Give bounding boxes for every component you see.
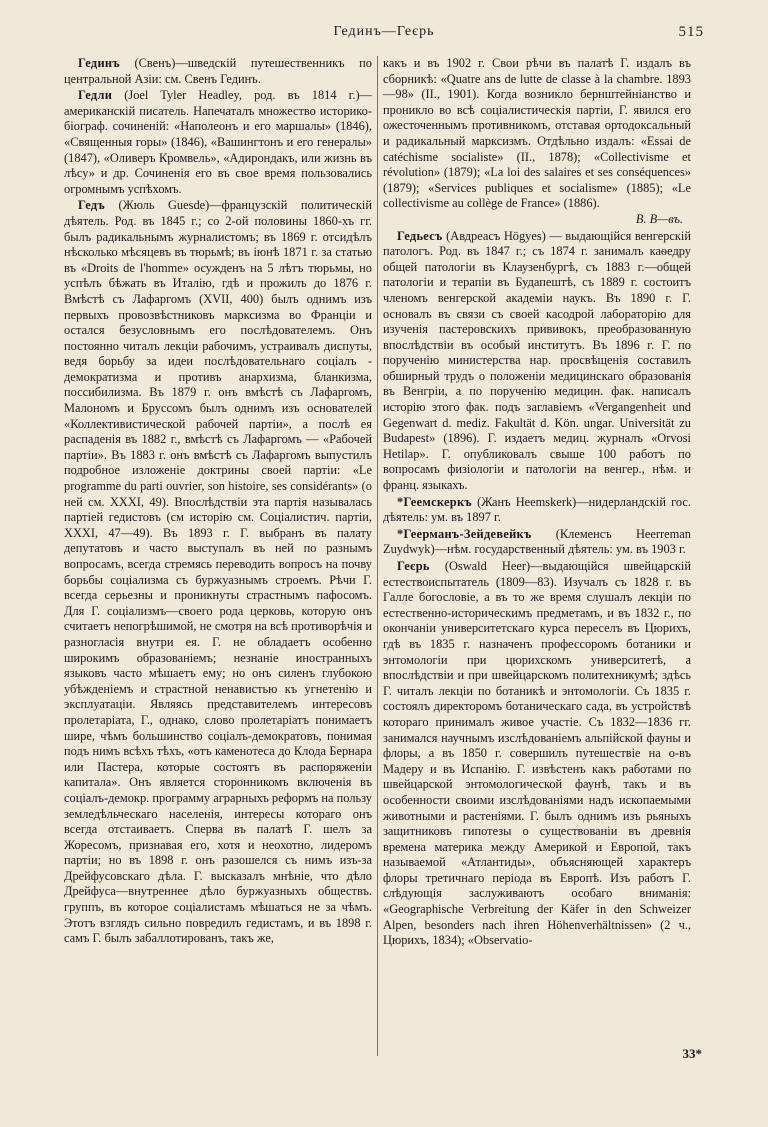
entry-text: (Oswald Heer)—выдающійся швейцарскій естествоиспытатель (1809—83). Изучалъ съ 1828 г. въ Галле богословіе, а въ то же время слушалъ лекціи по естественно-историческимъ предметамъ, и въ 1832 г., по окончаніи университетскаго курса переселъ въ Цюрихъ, гдѣ въ 1835 г. назначенъ профессоромъ ботаники и энтомологіи при цюрихскомъ университетѣ, а впослѣдствіи и при швейцарскомъ политехникумѣ; здѣсь Г. читалъ лекціи по ботаникѣ и энтомологіи. Съ 1835 г. состоялъ директоромъ ботаническаго сада, въ устройствѣ котораго принималъ живое участіе. Съ 1832—1836 гг. занимался научнымъ изслѣдованіемъ альпійской фауны и флоры, а въ 1850 г. совершилъ путешествіе на о-въ Мадеру и въ Испанію. Г. извѣстенъ какъ работами по швейцарской энтомологической фаунѣ, такъ и въ особенности своими изслѣдованіями надъ ископаемыми животными и растеніями. Г. былъ однимъ изъ рьяныхъ защитниковъ гипотезы о существованіи въ древнія времена материка между Америкой и Европой, такъ называемой «Атлантиды», объясняющей характеръ флоры третичнаго періода въ Европѣ. Изъ работъ Г. слѣдующія заслуживаютъ особаго вниманія: «Geographische Verbreitung der Käfer in den Schweizer Alpen, besonders nach ihren Höhenverhältnissen» (2 ч., Цюрихъ, 1834); «Observatio- (383, 559, 691, 948)
right-column (383, 56, 691, 950)
entry-text: (Свенъ)—шведскій путешественникъ по центральной Азіи: см. Свенъ Гединъ. (64, 56, 372, 86)
entry-gedli (64, 88, 372, 197)
entry-text: (Клеменсъ Heerreman Zuydwyk)—нѣм. государственный дѣятель: ум. въ 1903 г. (383, 526, 691, 557)
entry-heer (383, 559, 691, 949)
entry-text: (Авдреасъ Högyes) — выдающійся венгерскій патологъ. Род. въ 1847 г.; съ 1874 г. занималъ каѳедру общей патологіи въ Клаузенбургѣ, съ 1883 г.—общей патологіи и терапіи въ Будапештѣ, съ 1889 г. состоитъ членомъ венгерской академіи наукъ. Въ 1890 г. Г. основалъ въ связи съ своей касодрой лабораторію для изученія пастеровскихъ прививокъ, преобразованную впослѣдствіи въ особый институтъ. Въ 1896 г. Г. по порученію министерства нар. просвѣщенія составилъ обширный трудъ о положеніи медицинскаго образованія въ Венгріи, а по порученію медицин. фак. написалъ исторію этого фак. подъ заглавіемъ «Vergangenheit und Gegenwart d. mediz. Fakultät d. Kön. ungar. Universität zu Budapest» (1896). Г. издаетъ медиц. журналъ «Orvosi Hetilap». Г. опубликовалъ свыше 100 работъ по вопросамъ физіологіи и патологіи на венгер., нѣм. и франц. языкахъ. (383, 228, 691, 493)
entry-text: (Joel Tyler Headley, род. въ 1814 г.)—американскій писатель. Напечаталъ множество историко-біограф. сочиненій: «Наполеонъ и его маршалы» (1846), «Священныя горы» (1846), «Вашингтонъ и его генералы» (1847), «Оливеръ Кромвель», «Адирондакъ, или жизнь въ лѣсу» и др. Сочиненія его въ свое время пользовались огромнымъ успѣхомъ. (64, 88, 372, 196)
page-title: Гединъ—Геєрь (333, 24, 435, 39)
author-signature: В. В—въ. (635, 211, 683, 226)
sheet-signature-mark: 33* (682, 1046, 702, 1061)
headword: Геєрь (397, 559, 430, 573)
entry-ged-continued (383, 56, 691, 228)
running-header (64, 24, 704, 44)
headword: Гедли (78, 88, 113, 103)
entry-text: какъ и въ 1902 г. Свои рѣчи въ палатѣ Г. издалъ въ сборникѣ: «Quatre ans de lutte de classe à la chambre. 1893—98» (II., 1901). Когда возникло бернштейніанство и проникло во всѣ соціалистическія партіи, Г. явился его ожесточеннымъ противникомъ, отставая ортодоксальный и радикальный марксизмъ. Отдѣльно издалъ: «Essai de catéchisme socialiste» (II., 1878); «Collectivisme et révolution» (1879); «La loi des salaires et ses conséquences» (1879); «Services publiques et socialisme» (1885); «Le collectivisme au collège de France» (1886). (383, 56, 691, 211)
headword: Гедъ (78, 198, 105, 213)
column-divider (377, 56, 378, 1056)
entry-text: (Жанъ Heemskerk)—нидерландскій гос. дѣятель: ум. въ 1897 г. (383, 494, 691, 525)
entry-gedyes (383, 229, 691, 494)
entry-text: (Жюль Guesde)—французскій политическій дѣятель. Род. въ 1845 г.; со 2-ой половины 1860-хъ гг. былъ радикальнымъ журналистомъ; въ 1869 г. отсидѣлъ нѣсколько мѣсяцевъ въ тюрьмѣ; въ іюнѣ 1871 г. за статью въ «Droits de l'homme» осужденъ на 5 лѣтъ тюрьмы, но успѣлъ бѣжать въ Италію, гдѣ и прожилъ до 1876 г. Вмѣстѣ съ Лафаргомъ (XVII, 400) былъ однимъ изъ первыхъ провозвѣстниковъ марксизма во Франціи и остался безусловнымъ его послѣдователемъ. Онъ постоянно читалъ лекціи рабочимъ, устраивалъ диспуты, ведя борьбу за идеи послѣдовательнаго соціалъ - демократизма и противъ анархизма, бланкизма, поссибилизма. Въ 1879 г. онъ вмѣстѣ съ Лафаргомъ, Малономъ и Бруссомъ былъ однимъ изъ основателей «Коллективистической рабочей партіи», а послѣ ея распаденія въ 1882 г., вмѣстѣ съ Лафаргомъ — «Рабочей партіи». Въ 1883 г. онъ вмѣстѣ съ Лафаргомъ выпустилъ подробное изложеніе доктрины своей партіи: «Le programme du parti ouvrier, son histoire, ses considérants» (о ней см. XXXI, 49). Впослѣдствіи эта партія называлась партіей гедистовъ (см исторію см. Соціалистич. партіи, XXXI, 47—49). Въ 1893 г. Г. выбранъ въ палату депутатовъ и часто выступалъ въ ней по разнымъ вопросамъ, всегда стремясь переводить вопросъ на почву борьбы соціализма съ буржуазнымъ строемъ. Рѣчи Г. всегда серьезны и проникнуты страстнымъ пафосомъ. Для Г. соціализмъ—своего рода церковь, которую онъ считаетъ непогрѣшимой, не смотря на всѣ противорѣчія и разногласія внутри ея. Г. не обладаетъ особенно широкимъ образованіемъ; незнаніе иностранныхъ языковъ часто мѣшаетъ ему; но онъ силенъ глубокою убѣжденіемъ и страстной ненавистью къ угнетенію и эксплуатаціи. Являясь представителемъ интересовъ пролетаріата, Г., однако, слово пролетаріатъ понимаетъ шире, чѣмъ большинство соціалъ-демократовъ, понимая подъ нимъ всѣхъ тѣхъ, «отъ каменотеса до Клода Бернара или Пастера, которые состоятъ въ распоряженіи капитала». Онъ является сторонникомъ включенія въ соціалъ-демокр. программу аграрныхъ реформъ на пользу земледѣльческаго населенія, интересы котораго онъ всегда отстаиваетъ. Сперва въ палатѣ Г. шелъ за Жоресомъ, признавая его, хотя и неохотно, лидеромъ партіи; но въ 1898 г. онъ разошелся съ нимъ изъ-за Дрейфусовскаго дѣла. Г. высказалъ мнѣніе, что дѣло Дрейфуса—внутреннее дѣло буржуазныхъ обществъ. группъ, въ которое соціалистамъ мѣшаться не за чѣмъ. Этотъ взглядъ сильно повредилъ гедистамъ, и въ 1898 г. самъ Г. былъ забаллотированъ, такъ же, (64, 198, 372, 946)
entry-gedin (64, 56, 372, 87)
headword: *Геерманъ-Зейдевейкъ (397, 526, 532, 541)
entry-heereman (383, 527, 691, 558)
entry-ged (64, 198, 372, 947)
headword: Гединъ (78, 56, 120, 70)
entry-heemskerk (383, 495, 691, 526)
headword: Гедьесъ (397, 228, 443, 243)
left-column (64, 56, 372, 948)
headword: *Геемскеркъ (397, 494, 472, 509)
page-number: 515 (678, 24, 704, 40)
